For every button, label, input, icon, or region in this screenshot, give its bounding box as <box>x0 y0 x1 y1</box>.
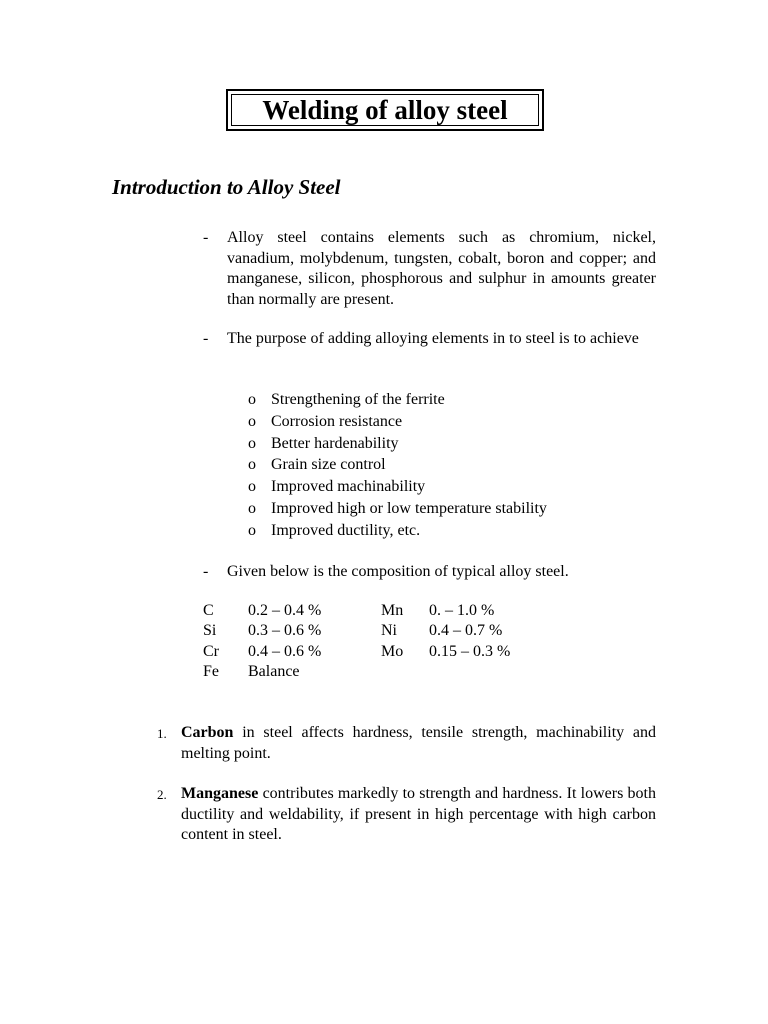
list-item-text: Strengthening of the ferrite <box>271 391 445 408</box>
element-symbol: Mo <box>381 642 404 660</box>
document-title: Welding of alloy steel <box>262 94 508 125</box>
element-symbol: Cr <box>203 642 219 660</box>
list-item <box>248 389 547 411</box>
element-range: 0.3 – 0.6 % <box>248 622 322 640</box>
section-heading: Introduction to Alloy Steel <box>112 175 341 199</box>
element-symbol: Si <box>203 622 217 640</box>
list-item <box>248 520 547 542</box>
list-item <box>248 498 547 520</box>
element-description: in steel affects hardness, tensile strength, machinability and melting point. <box>181 724 656 762</box>
element-symbol: Fe <box>203 662 219 680</box>
paragraph-composition-intro <box>203 562 656 583</box>
numbered-item-text <box>181 784 656 846</box>
numbered-item-carbon <box>157 723 656 764</box>
bullet-icon: o <box>248 499 256 517</box>
list-item-text: Improved ductility, etc. <box>271 521 421 539</box>
paragraph-text: Given below is the composition of typical alloy steel. <box>227 563 569 580</box>
element-term: Carbon <box>181 724 234 741</box>
element-term: Manganese <box>181 785 259 802</box>
purpose-list <box>248 389 547 542</box>
element-range: 0.4 – 0.7 % <box>429 622 503 640</box>
list-number: 1. <box>157 726 167 741</box>
dash-marker: - <box>203 563 209 580</box>
bullet-icon: o <box>248 456 256 474</box>
list-item-text: Grain size control <box>271 456 386 474</box>
list-item <box>248 454 547 476</box>
element-range: 0. – 1.0 % <box>429 602 495 619</box>
element-symbol: C <box>203 602 214 619</box>
list-item-text: Corrosion resistance <box>271 412 403 430</box>
bullet-icon: o <box>248 412 256 430</box>
numbered-item-text <box>181 723 656 764</box>
element-symbol: Ni <box>381 622 397 640</box>
element-range: 0.2 – 0.4 % <box>248 602 322 619</box>
dash-marker: - <box>203 229 209 246</box>
element-description: contributes markedly to strength and hardness. It lowers both ductility and weldability, if present in high percentage with high carbon content in steel. <box>181 785 656 843</box>
element-range: Balance <box>248 662 300 680</box>
bullet-icon: o <box>248 391 256 408</box>
dash-marker: - <box>203 330 209 347</box>
list-number: 2. <box>157 787 167 802</box>
paragraph-alloy-definition <box>203 228 656 310</box>
paragraph-text: The purpose of adding alloying elements in to steel is to achieve <box>227 330 639 347</box>
bullet-icon: o <box>248 434 256 452</box>
element-symbol: Mn <box>381 602 404 619</box>
paragraph-text: Alloy steel contains elements such as chromium, nickel, vanadium, molybdenum, tungsten, cobalt, boron and copper; and manganese, silicon, phosphorous and sulphur in amounts greater than normally are present. <box>227 229 656 308</box>
list-item <box>248 476 547 498</box>
list-item-text: Improved high or low temperature stability <box>271 499 547 517</box>
list-item <box>248 411 547 433</box>
element-range: 0.4 – 0.6 % <box>248 642 322 660</box>
title-box <box>226 89 544 131</box>
bullet-icon: o <box>248 521 256 539</box>
list-item <box>248 433 547 455</box>
bullet-icon: o <box>248 478 256 496</box>
list-item-text: Better hardenability <box>271 434 399 452</box>
numbered-item-manganese <box>157 784 656 846</box>
list-item-text: Improved machinability <box>271 478 426 496</box>
element-range: 0.15 – 0.3 % <box>429 642 511 660</box>
paragraph-purpose <box>203 329 656 350</box>
